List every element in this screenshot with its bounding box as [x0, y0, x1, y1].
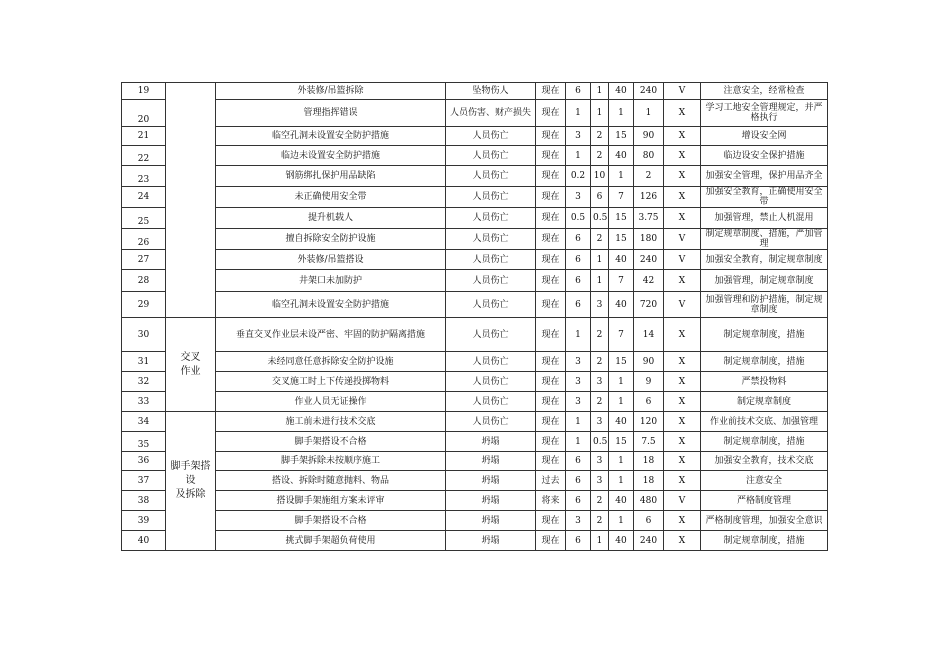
- row-number-cell: 33: [122, 392, 166, 412]
- state-cell: 现在: [536, 83, 566, 100]
- c-value-cell: 40: [609, 146, 634, 166]
- hazard-table-body: [122, 83, 828, 551]
- e-value-cell: 3: [591, 452, 609, 471]
- consequence-cell: 坍塌: [446, 491, 536, 511]
- consequence-cell: 人员伤亡: [446, 372, 536, 392]
- consequence-cell: 人员伤亡: [446, 187, 536, 208]
- hazard-cell: 施工前未进行技术交底: [216, 412, 446, 432]
- d-value-cell: 480: [634, 491, 664, 511]
- c-value-cell: 7: [609, 270, 634, 292]
- e-value-cell: 2: [591, 127, 609, 146]
- hazard-cell: 临空孔洞未设置安全防护措施: [216, 292, 446, 318]
- category-cell: 脚手架搭设 及拆除: [166, 412, 216, 551]
- hazard-cell: 搭设脚手架施组方案未评审: [216, 491, 446, 511]
- hazard-cell: 搭设、拆除时随意抛料、物品: [216, 471, 446, 491]
- hazard-cell: 作业人员无证操作: [216, 392, 446, 412]
- e-value-cell: 2: [591, 146, 609, 166]
- table-row: [122, 352, 828, 372]
- table-row: [122, 146, 828, 166]
- table-row: [122, 270, 828, 292]
- consequence-cell: 人员伤亡: [446, 292, 536, 318]
- risk-level-cell: X: [664, 187, 701, 208]
- state-cell: 现在: [536, 127, 566, 146]
- table-row: [122, 491, 828, 511]
- l-value-cell: 6: [566, 292, 591, 318]
- c-value-cell: 7: [609, 187, 634, 208]
- hazard-cell: 交叉施工时上下传递投掷物料: [216, 372, 446, 392]
- table-row: [122, 250, 828, 270]
- hazard-cell: 脚手架搭设不合格: [216, 432, 446, 452]
- measure-cell: 加强安全管理，保护用品齐全: [701, 166, 828, 187]
- measure-cell: 加强管理和防护措施，制定规章制度: [701, 292, 828, 318]
- table-row: [122, 100, 828, 127]
- l-value-cell: 1: [566, 412, 591, 432]
- d-value-cell: 240: [634, 531, 664, 551]
- risk-level-cell: X: [664, 412, 701, 432]
- risk-level-cell: V: [664, 491, 701, 511]
- e-value-cell: 10: [591, 166, 609, 187]
- measure-cell: 制定规章制度: [701, 392, 828, 412]
- state-cell: 现在: [536, 452, 566, 471]
- c-value-cell: 1: [609, 166, 634, 187]
- state-cell: 现在: [536, 208, 566, 229]
- measure-cell: 学习工地安全管理规定，并严格执行: [701, 100, 828, 127]
- risk-level-cell: X: [664, 372, 701, 392]
- measure-cell: 加强安全教育，技术交底: [701, 452, 828, 471]
- hazard-cell: 外装修/吊篮拆除: [216, 83, 446, 100]
- risk-level-cell: X: [664, 270, 701, 292]
- consequence-cell: 人员伤亡: [446, 208, 536, 229]
- d-value-cell: 80: [634, 146, 664, 166]
- l-value-cell: 6: [566, 229, 591, 250]
- hazard-cell: 外装修/吊篮搭设: [216, 250, 446, 270]
- measure-cell: 严禁投物料: [701, 372, 828, 392]
- state-cell: 现在: [536, 511, 566, 531]
- risk-level-cell: V: [664, 250, 701, 270]
- risk-level-cell: X: [664, 166, 701, 187]
- l-value-cell: 1: [566, 432, 591, 452]
- risk-level-cell: X: [664, 452, 701, 471]
- consequence-cell: 人员伤亡: [446, 166, 536, 187]
- state-cell: 将来: [536, 491, 566, 511]
- risk-level-cell: X: [664, 100, 701, 127]
- state-cell: 现在: [536, 352, 566, 372]
- hazard-cell: 挑式脚手架超负荷使用: [216, 531, 446, 551]
- consequence-cell: 人员伤亡: [446, 392, 536, 412]
- consequence-cell: 坍塌: [446, 511, 536, 531]
- state-cell: 现在: [536, 392, 566, 412]
- row-number-cell: 40: [122, 531, 166, 551]
- measure-cell: 临边设安全保护措施: [701, 146, 828, 166]
- c-value-cell: 40: [609, 491, 634, 511]
- state-cell: 现在: [536, 372, 566, 392]
- row-number-cell: 37: [122, 471, 166, 491]
- l-value-cell: 3: [566, 187, 591, 208]
- row-number-cell: 20: [122, 100, 166, 127]
- state-cell: 现在: [536, 318, 566, 352]
- state-cell: 现在: [536, 229, 566, 250]
- d-value-cell: 1: [634, 100, 664, 127]
- e-value-cell: 1: [591, 100, 609, 127]
- measure-cell: 注意安全: [701, 471, 828, 491]
- measure-cell: 增设安全网: [701, 127, 828, 146]
- state-cell: 现在: [536, 412, 566, 432]
- measure-cell: 作业前技术交底、加强管理: [701, 412, 828, 432]
- consequence-cell: 人员伤亡: [446, 412, 536, 432]
- hazard-cell: 未经同意任意拆除安全防护设施: [216, 352, 446, 372]
- measure-cell: 注意安全，经常检查: [701, 83, 828, 100]
- l-value-cell: 6: [566, 471, 591, 491]
- row-number-cell: 31: [122, 352, 166, 372]
- l-value-cell: 6: [566, 452, 591, 471]
- d-value-cell: 42: [634, 270, 664, 292]
- c-value-cell: 15: [609, 127, 634, 146]
- table-row: [122, 187, 828, 208]
- state-cell: 现在: [536, 100, 566, 127]
- state-cell: 现在: [536, 166, 566, 187]
- l-value-cell: 6: [566, 270, 591, 292]
- e-value-cell: 3: [591, 292, 609, 318]
- risk-level-cell: X: [664, 352, 701, 372]
- table-row: [122, 372, 828, 392]
- row-number-cell: 34: [122, 412, 166, 432]
- c-value-cell: 1: [609, 452, 634, 471]
- c-value-cell: 15: [609, 229, 634, 250]
- table-row: [122, 511, 828, 531]
- e-value-cell: 2: [591, 392, 609, 412]
- risk-level-cell: X: [664, 208, 701, 229]
- table-row: [122, 412, 828, 432]
- consequence-cell: 坍塌: [446, 471, 536, 491]
- row-number-cell: 24: [122, 187, 166, 208]
- table-row: [122, 531, 828, 551]
- consequence-cell: 人员伤害、财产损失: [446, 100, 536, 127]
- e-value-cell: 1: [591, 250, 609, 270]
- row-number-cell: 27: [122, 250, 166, 270]
- l-value-cell: 3: [566, 511, 591, 531]
- row-number-cell: 26: [122, 229, 166, 250]
- consequence-cell: 人员伤亡: [446, 229, 536, 250]
- c-value-cell: 7: [609, 318, 634, 352]
- measure-cell: 制定规章制度、措施，严加管理: [701, 229, 828, 250]
- measure-cell: 制定规章制度，措施: [701, 352, 828, 372]
- c-value-cell: 15: [609, 432, 634, 452]
- e-value-cell: 1: [591, 531, 609, 551]
- measure-cell: 制定规章制度，措施: [701, 531, 828, 551]
- state-cell: 现在: [536, 292, 566, 318]
- d-value-cell: 6: [634, 392, 664, 412]
- risk-level-cell: X: [664, 127, 701, 146]
- risk-level-cell: X: [664, 392, 701, 412]
- measure-cell: 加强安全教育，制定规章制度: [701, 250, 828, 270]
- measure-cell: 制定规章制度，措施: [701, 432, 828, 452]
- row-number-cell: 22: [122, 146, 166, 166]
- consequence-cell: 坍塌: [446, 452, 536, 471]
- table-row: [122, 452, 828, 471]
- table-row: [122, 292, 828, 318]
- d-value-cell: 720: [634, 292, 664, 318]
- l-value-cell: 6: [566, 491, 591, 511]
- state-cell: 现在: [536, 187, 566, 208]
- c-value-cell: 1: [609, 372, 634, 392]
- risk-level-cell: X: [664, 531, 701, 551]
- row-number-cell: 38: [122, 491, 166, 511]
- e-value-cell: 3: [591, 471, 609, 491]
- e-value-cell: 2: [591, 511, 609, 531]
- d-value-cell: 2: [634, 166, 664, 187]
- l-value-cell: 1: [566, 146, 591, 166]
- measure-cell: 加强管理，禁止人机混用: [701, 208, 828, 229]
- d-value-cell: 7.5: [634, 432, 664, 452]
- l-value-cell: 3: [566, 392, 591, 412]
- hazard-table: [121, 82, 828, 551]
- state-cell: 过去: [536, 471, 566, 491]
- e-value-cell: 3: [591, 412, 609, 432]
- hazard-cell: 临边未设置安全防护措施: [216, 146, 446, 166]
- d-value-cell: 90: [634, 127, 664, 146]
- d-value-cell: 90: [634, 352, 664, 372]
- state-cell: 现在: [536, 146, 566, 166]
- row-number-cell: 19: [122, 83, 166, 100]
- row-number-cell: 28: [122, 270, 166, 292]
- l-value-cell: 6: [566, 531, 591, 551]
- row-number-cell: 39: [122, 511, 166, 531]
- consequence-cell: 人员伤亡: [446, 146, 536, 166]
- c-value-cell: 15: [609, 352, 634, 372]
- l-value-cell: 0.5: [566, 208, 591, 229]
- row-number-cell: 25: [122, 208, 166, 229]
- l-value-cell: 1: [566, 100, 591, 127]
- consequence-cell: 人员伤亡: [446, 318, 536, 352]
- l-value-cell: 0.2: [566, 166, 591, 187]
- consequence-cell: 坍塌: [446, 531, 536, 551]
- e-value-cell: 3: [591, 372, 609, 392]
- row-number-cell: 30: [122, 318, 166, 352]
- category-cell: [166, 83, 216, 318]
- l-value-cell: 3: [566, 352, 591, 372]
- risk-level-cell: X: [664, 471, 701, 491]
- d-value-cell: 240: [634, 83, 664, 100]
- e-value-cell: 1: [591, 270, 609, 292]
- table-row: [122, 432, 828, 452]
- e-value-cell: 1: [591, 83, 609, 100]
- c-value-cell: 40: [609, 250, 634, 270]
- d-value-cell: 126: [634, 187, 664, 208]
- risk-level-cell: X: [664, 432, 701, 452]
- c-value-cell: 40: [609, 412, 634, 432]
- consequence-cell: 人员伤亡: [446, 352, 536, 372]
- consequence-cell: 人员伤亡: [446, 250, 536, 270]
- l-value-cell: 3: [566, 127, 591, 146]
- e-value-cell: 2: [591, 491, 609, 511]
- consequence-cell: 坍塌: [446, 432, 536, 452]
- state-cell: 现在: [536, 250, 566, 270]
- risk-level-cell: X: [664, 511, 701, 531]
- hazard-cell: 脚手架搭设不合格: [216, 511, 446, 531]
- hazard-cell: 钢筋绑扎保护用品缺陷: [216, 166, 446, 187]
- d-value-cell: 18: [634, 452, 664, 471]
- c-value-cell: 40: [609, 83, 634, 100]
- hazard-cell: 垂直交叉作业层未设严密、牢固的防护隔离措施: [216, 318, 446, 352]
- c-value-cell: 1: [609, 471, 634, 491]
- table-row: [122, 166, 828, 187]
- measure-cell: 加强安全教育，正确使用安全带: [701, 187, 828, 208]
- row-number-cell: 32: [122, 372, 166, 392]
- consequence-cell: 坠物伤人: [446, 83, 536, 100]
- c-value-cell: 40: [609, 531, 634, 551]
- d-value-cell: 14: [634, 318, 664, 352]
- row-number-cell: 23: [122, 166, 166, 187]
- consequence-cell: 人员伤亡: [446, 270, 536, 292]
- table-row: [122, 471, 828, 491]
- measure-cell: 严格制度管理: [701, 491, 828, 511]
- hazard-cell: 提升机载人: [216, 208, 446, 229]
- hazard-cell: 管理指挥错误: [216, 100, 446, 127]
- l-value-cell: 6: [566, 83, 591, 100]
- e-value-cell: 0.5: [591, 432, 609, 452]
- row-number-cell: 21: [122, 127, 166, 146]
- l-value-cell: 6: [566, 250, 591, 270]
- table-row: [122, 318, 828, 352]
- hazard-cell: 临空孔洞未设置安全防护措施: [216, 127, 446, 146]
- table-row: [122, 392, 828, 412]
- risk-level-cell: X: [664, 318, 701, 352]
- hazard-cell: 未正确使用安全带: [216, 187, 446, 208]
- c-value-cell: 40: [609, 292, 634, 318]
- row-number-cell: 29: [122, 292, 166, 318]
- c-value-cell: 1: [609, 511, 634, 531]
- risk-level-cell: X: [664, 146, 701, 166]
- measure-cell: 严格制度管理，加强安全意识: [701, 511, 828, 531]
- table-row: [122, 83, 828, 100]
- table-row: [122, 127, 828, 146]
- d-value-cell: 9: [634, 372, 664, 392]
- hazard-cell: 脚手架拆除未按顺序施工: [216, 452, 446, 471]
- d-value-cell: 18: [634, 471, 664, 491]
- c-value-cell: 1: [609, 100, 634, 127]
- category-cell: 交叉 作业: [166, 318, 216, 412]
- row-number-cell: 35: [122, 432, 166, 452]
- measure-cell: 加强管理，制定规章制度: [701, 270, 828, 292]
- state-cell: 现在: [536, 432, 566, 452]
- l-value-cell: 1: [566, 318, 591, 352]
- table-row: [122, 229, 828, 250]
- risk-level-cell: V: [664, 292, 701, 318]
- table-row: [122, 208, 828, 229]
- risk-level-cell: V: [664, 83, 701, 100]
- measure-cell: 制定规章制度，措施: [701, 318, 828, 352]
- d-value-cell: 180: [634, 229, 664, 250]
- d-value-cell: 240: [634, 250, 664, 270]
- e-value-cell: 6: [591, 187, 609, 208]
- c-value-cell: 1: [609, 392, 634, 412]
- l-value-cell: 3: [566, 372, 591, 392]
- e-value-cell: 0.5: [591, 208, 609, 229]
- e-value-cell: 2: [591, 318, 609, 352]
- c-value-cell: 15: [609, 208, 634, 229]
- e-value-cell: 2: [591, 229, 609, 250]
- row-number-cell: 36: [122, 452, 166, 471]
- state-cell: 现在: [536, 270, 566, 292]
- hazard-cell: 擅自拆除安全防护设施: [216, 229, 446, 250]
- e-value-cell: 2: [591, 352, 609, 372]
- risk-level-cell: V: [664, 229, 701, 250]
- state-cell: 现在: [536, 531, 566, 551]
- consequence-cell: 人员伤亡: [446, 127, 536, 146]
- d-value-cell: 120: [634, 412, 664, 432]
- hazard-cell: 井架口未加防护: [216, 270, 446, 292]
- d-value-cell: 3.75: [634, 208, 664, 229]
- d-value-cell: 6: [634, 511, 664, 531]
